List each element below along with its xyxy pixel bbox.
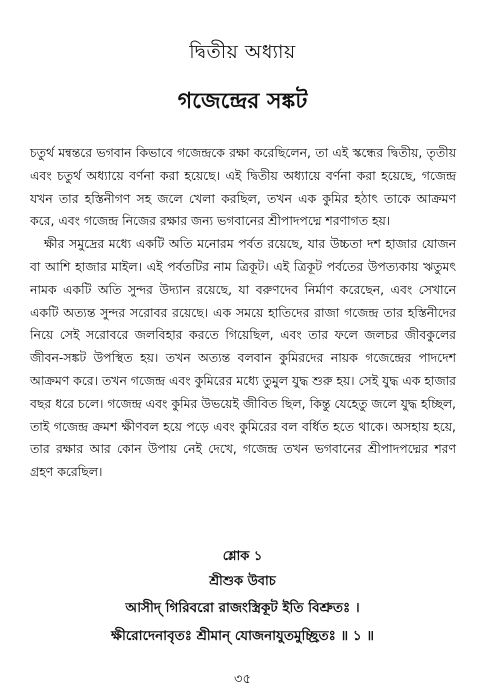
page-number: ৩৫ <box>234 672 251 687</box>
verse-line-2: ক্ষীরোদেনাবৃতঃ শ্রীমান্ যোজনাযুতমুচ্ছ্রিতঃ ॥ ১ ॥ <box>111 628 374 644</box>
verse-speaker: শ্রীশুক উবাচ <box>209 574 276 589</box>
chapter-title: গজেন্দ্রের সঙ্কট <box>177 89 308 114</box>
chapter-number-heading: দ্বিতীয় অধ্যায় <box>189 41 296 63</box>
summary-paragraph-1: চতুর্থ মন্বন্তরে ভগবান কিভাবে গজেন্দ্রকে রক্ষা করেছিলেন, তা এই স্কন্ধের দ্বিতীয়, তৃতীয় এবং চতুর্থ অধ্যায়ে বর্ণনা করা হয়েছে। এই দ্বিতীয় অধ্যায়ে বর্ণনা করা হয়েছে, গজেন্দ্র যখন তার হস্তিনীগণ সহ জলে খেলা করছিল, তখন এক কুমির হঠাৎ তাকে আক্রমণ করে, এবং গজেন্দ্র নিজের রক্ষার জন্য ভগবানের শ্রীপাদপদ্মে শরণাগত হয়। <box>30 145 456 229</box>
summary-paragraph-2: ক্ষীর সমুদ্রের মধ্যে একটি অতি মনোরম পর্বত রয়েছে, যার উচ্চতা দশ হাজার যোজন বা আশি হাজার মাইল। এই পর্বতটির নাম ত্রিকূট। এই ত্রিকূট পর্বতের উপত্যকায় ঋতুমৎ নামক একটি অতি সুন্দর উদ্যান রয়েছে, যা বরুণদেব নির্মাণ করেছেন, এবং সেখানে একটি অত্যন্ত সুন্দর সরোবর রয়েছে। এক সময়ে হাতিদের রাজা গজেন্দ্র তার হস্তিনীদের নিয়ে সেই সরোবরে জলবিহার করতে গিয়েছিল, এবং তার ফলে জলচর জীবকুলের জীবন-সঙ্কট উপস্থিত হয়। তখন অত্যন্ত বলবান কুমিরদের নায়ক গজেন্দ্রের পাদদেশ আক্রমণ করে। তখন গজেন্দ্র এবং কুমিরের মধ্যে তুমুল যুদ্ধ শুরু হয়। সেই যুদ্ধ এক হাজার বছর ধরে চলে। গজেন্দ্র এবং কুমির উভয়েই জীবিত ছিল, কিন্তু যেহেতু জলে যুদ্ধ হচ্ছিল, তাই গজেন্দ্র ক্রমশ ক্ষীণবল হয়ে পড়ে এবং কুমিরের বল বর্ধিত হতে থাকে। অসহায় হয়ে, তার রক্ষার আর কোন উপায় নেই দেখে, গজেন্দ্র তখন ভগবানের শ্রীপাদপদ্মের শরণ গ্রহণ করেছিল। <box>30 236 456 480</box>
verse-label: শ্লোক ১ <box>222 549 263 564</box>
chapter-summary <box>30 142 456 484</box>
verse-line-1: আসীদ্ গিরিবরো রাজংস্ত্রিকূট ইতি বিশ্রুতঃ । <box>125 600 360 616</box>
